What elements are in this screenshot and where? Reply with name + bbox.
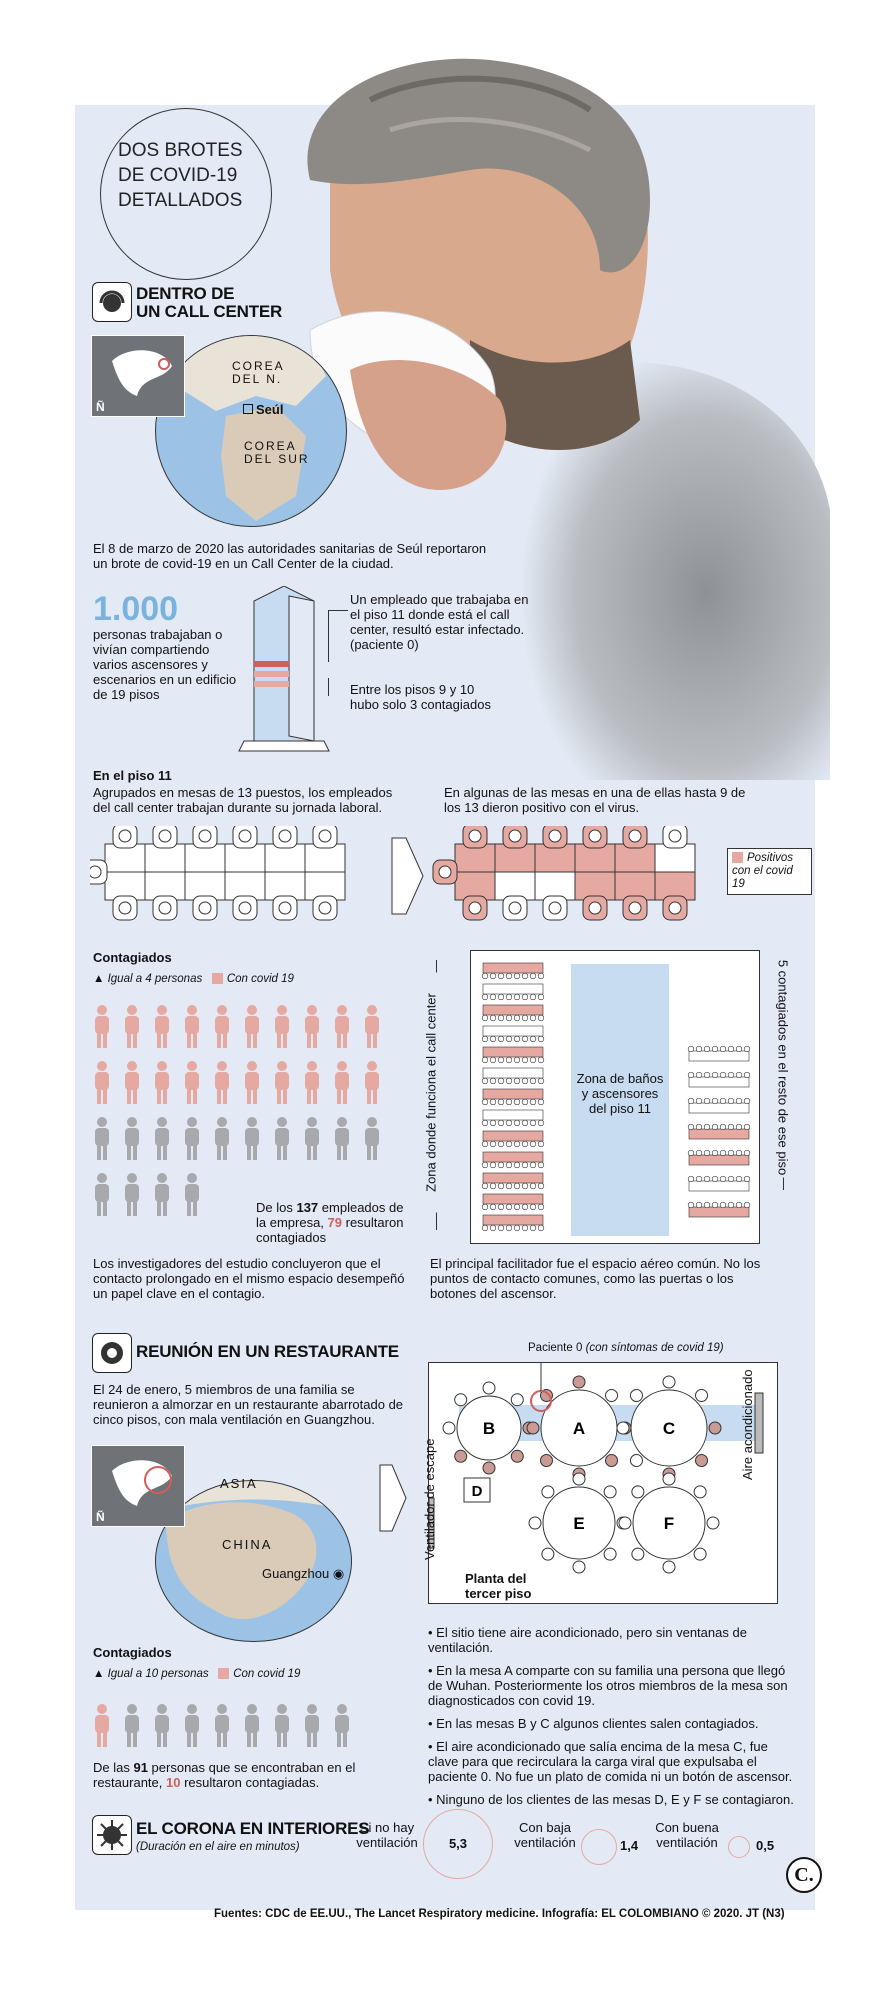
restaurant-people [92,1696,402,1756]
pink-swatch [212,973,223,984]
person-icon [95,1173,109,1216]
building-note-1: Un empleado que trabajaba en el piso 11 donde está el call center, resultó estar infectado. (paciente 0) [350,592,529,652]
diner-icon [483,1382,495,1394]
pink-swatch [732,852,743,863]
person-icon [215,1704,229,1747]
headset-icon [92,282,132,322]
person-icon [95,1117,109,1160]
infected-title: Contagiados [93,950,172,965]
restaurant-tables [429,1363,777,1603]
desk-row [689,1207,749,1217]
person-icon [245,1005,259,1048]
world-locator-map [91,335,185,417]
restaurant-infected-legend: ▲ Igual a 10 personas Con covid 19 [93,1668,301,1680]
indoor-value-3: 0,5 [756,1838,775,1853]
desk-row [689,1155,749,1165]
desk-row [689,1181,749,1191]
person-icon [125,1704,139,1747]
person-icon [245,1061,259,1104]
person-icon [365,1117,379,1160]
person-icon [275,1005,289,1048]
desk-row [483,1215,543,1225]
desk-row [483,1089,543,1099]
person-icon [155,1061,169,1104]
diner-icon [696,1455,708,1467]
restaurant-plan [428,1362,778,1604]
leader-line [328,610,348,611]
restaurant-bullets [428,1625,798,1815]
diner-icon [542,1486,554,1498]
desk-row [689,1077,749,1087]
diner-icon [604,1548,616,1560]
diner-icon [696,1389,708,1401]
diner-icon [573,1561,585,1573]
plate-icon [92,1333,132,1373]
diner-icon [455,1450,467,1462]
conclusion-text: Los investigadores del estudio concluyeron que el contacto prolongado en el mismo espacio desempeñó un papel clave en el contagio. [93,1256,405,1301]
table-label: B [482,1419,496,1438]
person-icon: ▲ [93,973,105,985]
restaurant-infected-title: Contagiados [93,1645,172,1660]
el-colombiano-logo: C. [786,1857,822,1893]
indoor-label-2: Con baja ventilación [514,1820,576,1850]
diner-icon [455,1394,467,1406]
person-icon [125,1173,139,1216]
leader-line [328,610,329,662]
building-illustration [234,586,334,766]
person-icon [215,1061,229,1104]
duration-circle-3 [728,1836,750,1858]
callcenter-intro: El 8 de marzo de 2020 las autoridades sanitarias de Seúl reportaron un brote de covid-19 en un Call Center de la ciudad. [93,541,487,571]
diner-icon [663,1473,675,1485]
plan-label: Planta del tercer piso [465,1571,532,1601]
map-china-label: CHINA [222,1537,273,1552]
desk-row [483,963,543,973]
desk-row [483,1047,543,1057]
diner-icon [630,1389,642,1401]
table-label: E [573,1514,585,1533]
table-label: C [662,1419,676,1438]
legend-positive: Positivos con el covid 19 [727,848,812,895]
person-icon [245,1704,259,1747]
person-icon [215,1005,229,1048]
person-icon [95,1704,109,1747]
floor-title: En el piso 11 [93,768,172,783]
diner-icon [619,1517,631,1529]
diner-icon [604,1486,616,1498]
person-icon [185,1005,199,1048]
diner-icon [694,1486,706,1498]
diner-icon [573,1473,585,1485]
diner-icon [632,1548,644,1560]
bullet-item: • Ninguno de los clientes de las mesas D, E y F se contagiaron. [428,1792,794,1807]
diner-icon [707,1517,719,1529]
bullet-item: • El aire acondicionado que salía encima de la mesa C, fue clave para que recirculara la carga viral que expulsaba el paciente 0. No fue un plato de comida ni un botón de ascensor. [428,1739,793,1784]
arrow-icon [390,836,425,916]
pink-swatch [218,1668,229,1679]
diner-icon [573,1376,585,1388]
person-icon [125,1005,139,1048]
person-icon [245,1117,259,1160]
diner-icon [632,1486,644,1498]
person-icon [125,1117,139,1160]
indoor-label-1: Si no hay ventilación [356,1820,418,1850]
big-number-text: personas trabajaban o vivían compartiendo varios ascensores y escenarios en un edificio de 19 pisos [93,627,237,702]
ac-unit [755,1393,763,1453]
zone-left-label: Zona donde funciona el call center [424,973,439,1213]
person-icon [335,1005,349,1048]
diner-icon [527,1422,539,1434]
person-icon [305,1117,319,1160]
person-icon [305,1005,319,1048]
diner-icon [709,1422,721,1434]
person-icon [155,1704,169,1747]
desk-row [483,1110,543,1120]
diner-icon [542,1548,554,1560]
indoor-value-2: 1,4 [620,1838,639,1853]
big-number: 1.000 [93,590,179,628]
table-label: A [572,1419,586,1438]
person-icon [275,1117,289,1160]
desk-row [483,984,543,994]
person-icon [185,1117,199,1160]
person-icon [185,1061,199,1104]
person-icon [335,1704,349,1747]
person-icon [185,1173,199,1216]
page-title: DOS BROTES DE COVID-19 DETALLADOS [118,140,243,211]
diner-icon [663,1376,675,1388]
map-north-label: COREA DEL N. [232,359,285,386]
diner-icon [694,1548,706,1560]
map-south-label: COREA DEL SUR [244,439,310,466]
diner-icon [529,1517,541,1529]
diner-icon [630,1455,642,1467]
person-icon [275,1061,289,1104]
person-icon [125,1061,139,1104]
map-asia-label: ASIA [220,1476,258,1491]
person-icon [155,1005,169,1048]
callcenter-title: DENTRO DE UN CALL CENTER [136,284,283,321]
bullet-item: • El sitio tiene aire acondicionado, pero sin ventanas de ventilación. [428,1625,747,1655]
credits: Fuentes: CDC de EE.UU., The Lancet Respiratory medicine. Infografía: EL COLOMBIANO © 2020. JT (N3) [214,1908,785,1920]
person-icon [335,1117,349,1160]
leader-line [328,678,329,696]
restaurant-stat: De las 91 personas que se encontraban en el restaurante, 10 resultaron contagiadas. [93,1760,356,1790]
floor-text-right: En algunas de las mesas en una de ellas hasta 9 de los 13 dieron positivo con el virus. [444,785,746,815]
zone-center-label: Zona de baños y ascensores del piso 11 [576,1071,664,1116]
zone-right-label: 5 contagiados en el resto de ese piso [776,958,791,1178]
floor-text-left: Agrupados en mesas de 13 puestos, los empleados del call center trabajan durante su jornada laboral. [93,785,393,815]
map-guangzhou-label: Guangzhou ◉ [262,1566,345,1581]
person-icon [215,1117,229,1160]
table-label: F [663,1514,675,1533]
person-icon [95,1061,109,1104]
bullet-item: • En la mesa A comparte con su familia una persona que llegó de Wuhan. Posteriormente los otros miembros de la mesa son diagnosticados con covid 19. [428,1663,788,1708]
person-icon [275,1704,289,1747]
patient-zero-label: Paciente 0 (con síntomas de covid 19) [528,1342,724,1354]
diner-icon [511,1450,523,1462]
desk-diagram [90,826,810,926]
desk-row [483,1173,543,1183]
diner-icon [606,1389,618,1401]
ac-label: Aire acondicionado [740,1369,755,1480]
person-icon [155,1173,169,1216]
table-label: D [471,1483,483,1500]
indoor-value-1: 5,3 [448,1836,468,1851]
restaurant-title: REUNIÓN EN UN RESTAURANTE [136,1342,399,1361]
person-icon [185,1704,199,1747]
indoor-subtitle: (Duración en el aire en minutos) [136,1841,300,1853]
desk-row [483,1152,543,1162]
person-icon [95,1005,109,1048]
diner-icon [540,1455,552,1467]
person-icon [335,1061,349,1104]
infected-legend: ▲ Igual a 4 personas Con covid 19 [93,973,294,985]
infected-stat: De los 137 empleados de la empresa, 79 resultaron contagiados [256,1200,404,1245]
person-icon: ▲ [93,1668,105,1680]
desk-row [689,1051,749,1061]
building-note-2: Entre los pisos 9 y 10 hubo solo 3 contagiados [350,682,491,712]
sneezing-man-illustration [270,40,830,780]
arrow-icon [378,1463,408,1533]
person-icon [365,1061,379,1104]
person-icon [305,1061,319,1104]
world-locator-map [91,1445,185,1527]
floor-plan [470,950,760,1244]
bullet-item: • En las mesas B y C algunos clientes salen contagiados. [428,1716,759,1731]
desk-row [483,1131,543,1141]
desk-row [689,1103,749,1113]
desk-row [483,1068,543,1078]
city-marker-icon [243,404,253,414]
indoor-label-3: Con buena ventilación [655,1820,719,1850]
zone-left-wrapper [416,960,446,1230]
diner-icon [663,1561,675,1573]
logo-badge: Ñ [96,400,105,414]
diner-icon [617,1422,629,1434]
city-marker-icon: ◉ [332,1566,345,1581]
virus-icon [92,1815,132,1855]
diner-icon [483,1462,495,1474]
desk-row [483,1194,543,1204]
logo-badge: Ñ [96,1510,105,1524]
map-city-label: Seúl [243,402,283,417]
diner-icon [443,1422,455,1434]
diner-icon [606,1455,618,1467]
restaurant-intro: El 24 de enero, 5 miembros de una familia se reunieron a almorzar en un restaurante abarrotado de cinco pisos, con mala ventilación en Guangzhou. [93,1382,404,1427]
person-icon [155,1117,169,1160]
desk-row [483,1026,543,1036]
duration-circle-2 [581,1829,617,1865]
indoor-title: EL CORONA EN INTERIORES [136,1819,370,1838]
person-icon [365,1005,379,1048]
zone-right-wrapper [768,960,798,1200]
diner-icon [511,1394,523,1406]
person-icon [305,1704,319,1747]
facilitator-text: El principal facilitador fue el espacio aéreo común. No los puntos de contacto comunes, como las puertas o los botones del ascensor. [430,1256,761,1301]
desk-row [689,1129,749,1139]
fan-label: Ventilador de escape [422,1438,437,1560]
desk-row [483,1005,543,1015]
